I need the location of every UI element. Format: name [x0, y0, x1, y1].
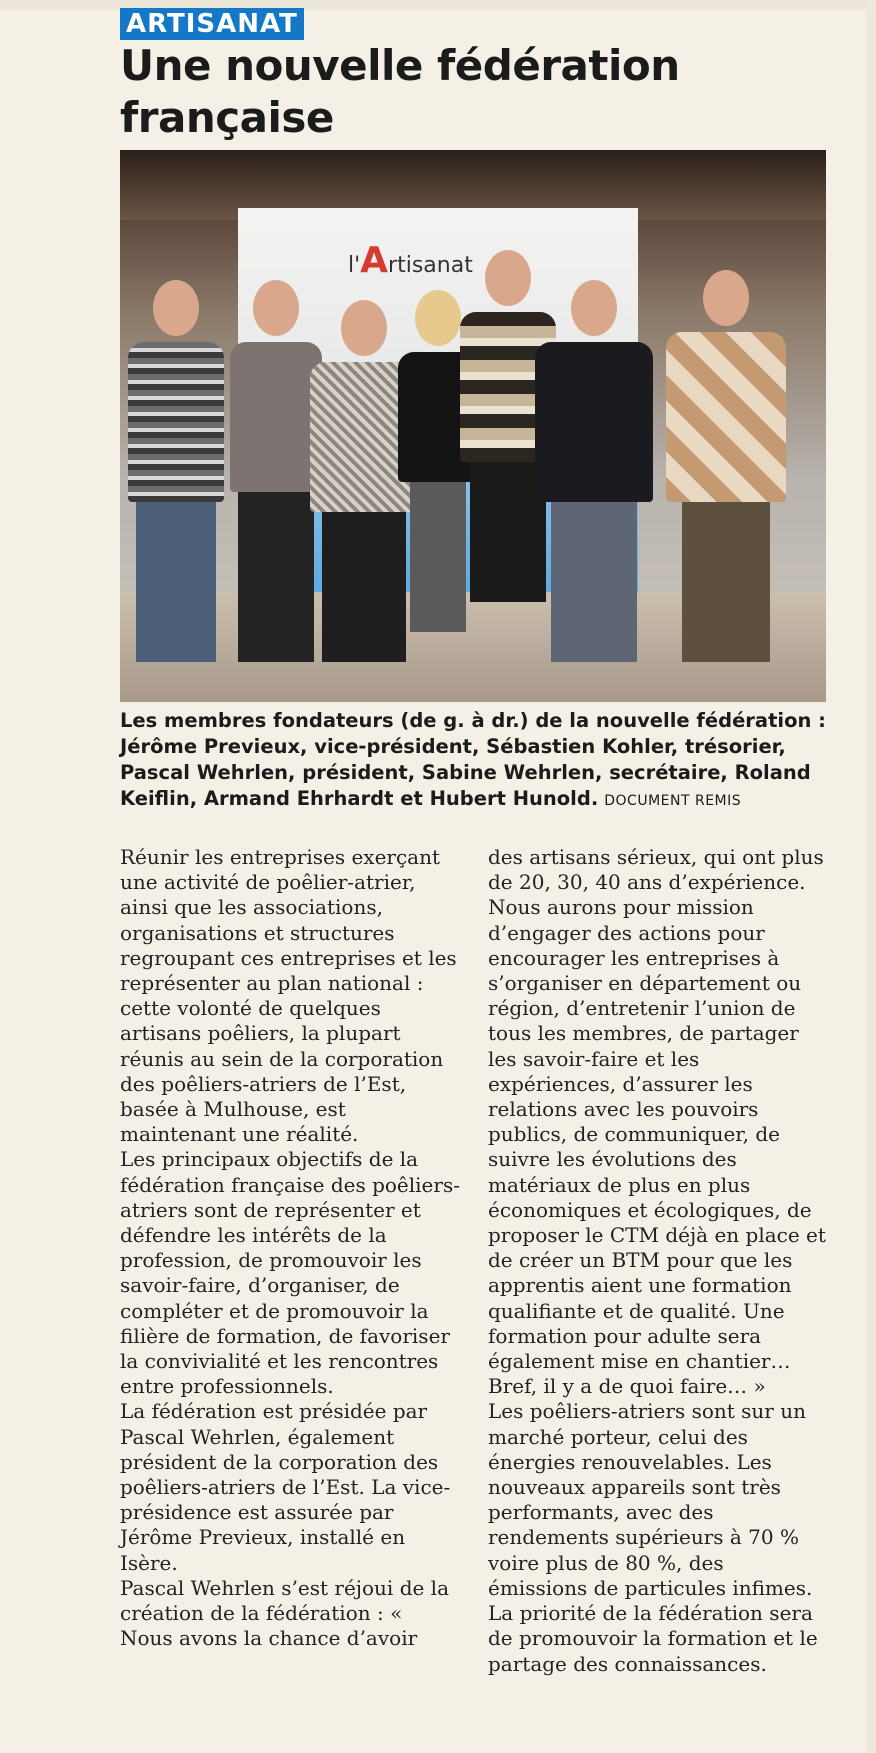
person-head: [253, 280, 299, 336]
banner-logo-letter: A: [360, 240, 389, 281]
headline-line-1: Une nouvelle fédération française: [120, 41, 680, 142]
person-2: [230, 280, 322, 662]
person-legs: [551, 502, 637, 662]
person-legs: [410, 482, 466, 632]
person-legs: [238, 492, 314, 662]
paragraph: La priorité de la fédération sera de promouvoir la formation et le partage des connaissances.: [488, 1601, 818, 1676]
article-column-left: [120, 845, 460, 1652]
person-head: [341, 300, 387, 356]
person-legs: [136, 502, 216, 662]
banner-logo-suffix: rtisanat: [388, 253, 473, 278]
person-legs: [682, 502, 770, 662]
paragraph: des artisans sérieux, qui ont plus de 20, 30, 40 ans d’expérience. Nous aurons pour mission d’engager des actions pour encourager les entreprises à s’organiser en département ou région, d’entretenir l’union de tous les membres, de partager les savoir-faire et les expériences, d’assurer les relations avec les pouvoirs publics, de communiquer, de suivre les évolutions des matériaux de plus en plus économiques et écologiques, de proposer le CTM déjà en place et de créer un BTM pour que les apprentis aient une formation qualifiante et de qualité. Une formation pour adulte sera également mise en chantier… Bref, il y a de quoi faire… »: [488, 845, 826, 1399]
paper-edge-right: [866, 0, 876, 1753]
paragraph: Les poêliers-atriers sont sur un marché porteur, celui des énergies renouvelables. Les nouveaux appareils sont très performants, avec des rendements supérieurs à 70 % voire plus de 80 %, des émissions de particules infimes.: [488, 1399, 813, 1600]
article-column-right: [488, 845, 828, 1677]
person-6: [535, 280, 653, 662]
person-head: [415, 290, 461, 346]
photo-credit: DOCUMENT REMIS: [604, 793, 742, 809]
caption-text: Les membres fondateurs (de g. à dr.) de la nouvelle fédération : Jérôme Previeux, vice-président, Sébastien Kohler, trésorier, Pascal Wehrlen, président, Sabine Wehrlen, secrétaire, Roland Keiflin, Armand Ehrhardt et Hubert Hunold.: [120, 709, 826, 810]
photo-caption: [120, 708, 830, 814]
article-photo: [120, 150, 826, 702]
person-head: [153, 280, 199, 336]
paragraph: Pascal Wehrlen s’est réjoui de la création de la fédération : « Nous avons la chance d’avoir: [120, 1575, 450, 1651]
banner-logo: [348, 240, 473, 281]
person-legs: [322, 512, 406, 662]
paragraph: Réunir les entreprises exerçant une activité de poêlier-atrier, ainsi que les associations, organisations et structures regroupant ces entreprises et les représenter au plan national : cette volonté de quelques artisans poêliers, la plupart réunis au sein de la corporation des poêliers-atriers de l’Est, basée à Mulhouse, est maintenant une réalité.: [120, 845, 457, 1147]
person-head: [703, 270, 749, 326]
person-torso: [128, 342, 224, 502]
person-torso: [666, 332, 786, 502]
person-head: [485, 250, 531, 306]
person-head: [571, 280, 617, 336]
person-torso: [535, 342, 653, 502]
person-7: [666, 270, 786, 662]
paragraph: La fédération est présidée par Pascal Wehrlen, également président de la corporation des poêliers-atriers de l’Est. La vice-présidence est assurée par Jérôme Previeux, installé en Isère.: [120, 1399, 451, 1575]
person-1: [128, 280, 224, 662]
person-torso: [230, 342, 322, 492]
paragraph: Les principaux objectifs de la fédération française des poêliers-atriers sont de représenter et défendre les intérêts de la profession, de promouvoir les savoir-faire, d’organiser, de compléter et de promouvoir la filière de formation, de favoriser la convivialité et les rencontres entre professionnels.: [120, 1147, 460, 1399]
section-rubric: ARTISANAT: [120, 8, 304, 40]
banner-logo-prefix: l': [348, 253, 361, 278]
